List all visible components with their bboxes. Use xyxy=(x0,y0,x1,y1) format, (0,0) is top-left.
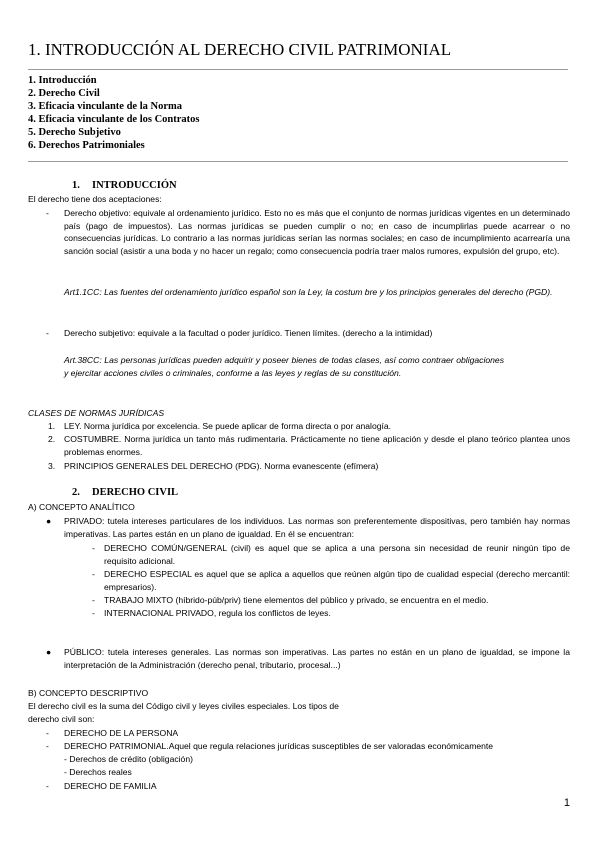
list-number: 2. xyxy=(48,434,56,444)
art-1-1-quote: Art1.1CC: Las fuentes del ordenamiento jurídico español son la Ley, la costum bre y los principios generales del derecho (PGD). xyxy=(64,287,553,297)
toc-item: 1. Introducción xyxy=(28,75,97,86)
derecho-objetivo-paragraph: Derecho objetivo: equivale al ordenamiento jurídico. Esto no es más que el conjunto de normas jurídicas vigentes en un determinado país (pago de impuestos). Las normas jurídicas se pueden cumplir o no; en caso de incumplirlas puede acarrear o no consecuencias jurídicas. Lo contrario a las normas jurídicas serían las normas sociales; en caso de incumplimiento acarrearía una sanción social (asistir a una boda y no hacer un regalo; como consecuencia podría traer malos rumores, expulsión del grupo, etc). xyxy=(64,208,570,256)
toc-item: 4. Eficacia vinculante de los Contratos xyxy=(28,114,200,125)
list-number: 1. xyxy=(48,421,56,431)
table-of-contents xyxy=(28,74,200,152)
bullet-marker: ● xyxy=(46,516,52,526)
privado-item-especial: DERECHO ESPECIAL es aquel que se aplica a aquellos que reúnen algún tipo de cualidad especial (derecho mercantil: empresarios). xyxy=(104,569,570,592)
toc-item: 3. Eficacia vinculante de la Norma xyxy=(28,101,182,112)
bullet-marker: ● xyxy=(46,647,52,657)
list-number: 3. xyxy=(48,461,56,471)
toc-item: 6. Derechos Patrimoniales xyxy=(28,140,145,151)
patrimonial-sub-reales: - Derechos reales xyxy=(64,767,132,777)
toc-item: 5. Derecho Subjetivo xyxy=(28,127,121,138)
privado-item-mixto: TRABAJO MIXTO (híbrido-púb/priv) tiene elementos del público y privado, se encuentra en el medio. xyxy=(104,595,489,605)
dash-marker: - xyxy=(46,728,49,738)
concepto-analitico-title: A) CONCEPTO ANALÍTICO xyxy=(28,502,135,512)
section-2-heading: DERECHO CIVIL xyxy=(92,487,179,498)
title-divider xyxy=(28,69,568,70)
dash-marker: - xyxy=(92,543,95,553)
clase-ley: LEY. Norma jurídica por excelencia. Se puede aplicar de forma directa o por analogía. xyxy=(64,421,392,431)
privado-paragraph: PRIVADO: tutela intereses particulares de los individuos. Las normas son preferentemente dispositivas, pero también hay normas imperativas. Las partes están en un plano de igualdad. En él se encuentran: xyxy=(64,516,570,539)
dash-marker: - xyxy=(46,328,49,338)
privado-item-comun: DERECHO COMÚN/GENERAL (civil) es aquel que se aplica a una persona sin necesidad de reunir ningún tipo de requisito adicional. xyxy=(104,543,570,566)
s1-intro: El derecho tiene dos aceptaciones: xyxy=(28,194,162,204)
section-1-number: 1. xyxy=(72,180,80,191)
clase-costumbre: COSTUMBRE. Norma jurídica un tanto más rudimentaria. Prácticamente no tiene aplicación y desde el plano teórico plantea unos problemas enormes. xyxy=(64,434,570,457)
tipo-patrimonial: DERECHO PATRIMONIAL.Aquel que regula relaciones jurídicas susceptibles de ser valoradas económicamente xyxy=(64,741,494,751)
clases-title: CLASES DE NORMAS JURÍDICAS xyxy=(28,408,165,418)
dash-marker: - xyxy=(92,569,95,579)
art-38-quote: Art.38CC: Las personas jurídicas pueden adquirir y poseer bienes de todas clases, así como contraer obligaciones y ejercitar acciones civiles o criminales, conforme a las leyes y reglas de su constitución. xyxy=(64,355,504,378)
privado-item-internacional: INTERNACIONAL PRIVADO, regula los conflictos de leyes. xyxy=(104,608,331,618)
descriptivo-intro-line-2: derecho civil son: xyxy=(28,714,95,724)
derecho-subjetivo-paragraph: Derecho subjetivo: equivale a la facultad o poder jurídico. Tienen límites. (derecho a la intimidad) xyxy=(64,328,433,338)
toc-divider xyxy=(28,161,568,162)
patrimonial-sub-credito: - Derechos de crédito (obligación) xyxy=(64,754,193,764)
dash-marker: - xyxy=(46,741,49,751)
publico-paragraph: PÚBLICO: tutela intereses generales. Las normas son imperativas. Las partes no están en un plano de igualdad, se impone la interpretación de la Administración (derecho penal, tributario, procesal...) xyxy=(64,647,570,670)
dash-marker: - xyxy=(46,208,49,218)
dash-marker: - xyxy=(92,608,95,618)
dash-marker: - xyxy=(46,781,49,791)
dash-marker: - xyxy=(92,595,95,605)
page-number: 1 xyxy=(563,797,570,809)
clase-pgd: PRINCIPIOS GENERALES DEL DERECHO (PDG). Norma evanescente (efímera) xyxy=(64,461,379,471)
section-1-heading: INTRODUCCIÓN xyxy=(92,180,177,191)
tipo-familia: DERECHO DE FAMILIA xyxy=(64,781,157,791)
toc-item: 2. Derecho Civil xyxy=(28,88,100,99)
section-2-number: 2. xyxy=(72,487,80,498)
page-title: 1. INTRODUCCIÓN AL DERECHO CIVIL PATRIMONIAL xyxy=(28,40,452,59)
descriptivo-intro-line-1: El derecho civil es la suma del Código civil y leyes civiles especiales. Los tipos de xyxy=(28,701,339,711)
tipo-persona: DERECHO DE LA PERSONA xyxy=(64,728,179,738)
concepto-descriptivo-title: B) CONCEPTO DESCRIPTIVO xyxy=(28,688,149,698)
